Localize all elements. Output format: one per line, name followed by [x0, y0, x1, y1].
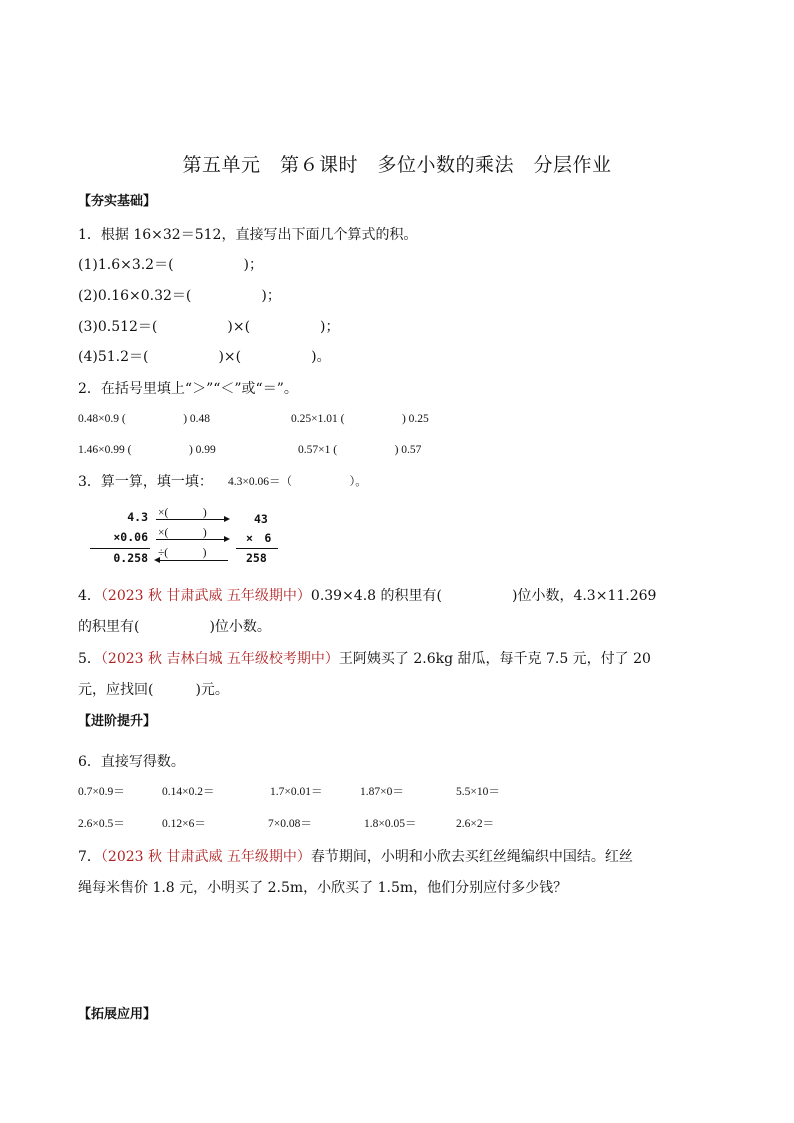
q1-item-3: (3)0.512＝( )×( )；: [78, 319, 340, 335]
right-top-number: 43: [254, 512, 268, 526]
q1-item-2: (2)0.16×0.32＝( )；: [78, 288, 281, 304]
q6-r1-c2: 0.14×0.2＝: [162, 786, 215, 798]
section-basic: 【夯实基础】: [78, 194, 157, 209]
q4-line1: [78, 585, 656, 605]
q7-line2: 绳每米售价 1.8 元，小明买了 2.5m，小欣买了 1.5m，他们分别应付多少钱？: [78, 880, 568, 896]
q1-item-1: (1)1.6×3.2＝( )；: [78, 257, 264, 273]
q4-text1: 0.39×4.8 的积里有( )位小数，4.3×11.269: [310, 588, 657, 604]
q3-expression: 4.3×0.06＝（ ）。: [228, 476, 367, 488]
section-extend: 【拓展应用】: [78, 1007, 157, 1022]
q6-r1-c3: 1.7×0.01＝: [270, 786, 323, 798]
right-mid-number: × 6: [246, 531, 272, 545]
q6-r2-c4: 1.8×0.05＝: [364, 818, 417, 830]
arrow2-line: [156, 539, 228, 540]
arrow-left-icon: [154, 557, 160, 563]
q4-number: 4．: [78, 588, 101, 604]
q2-item-2: 0.25×1.01 ( ) 0.25: [291, 413, 429, 425]
q3-stem: 3．算一算，填一填：: [78, 474, 213, 490]
section-advanced: 【进阶提升】: [78, 714, 157, 729]
q2-item-4: 0.57×1 ( ) 0.57: [298, 444, 422, 456]
arrow1-line: [156, 519, 228, 520]
q7-text1: 春节期间，小明和小欣去买红丝绳编织中国结。红丝: [310, 849, 633, 865]
right-divider: [236, 548, 278, 549]
q7-number: 7．: [78, 849, 101, 865]
q1-stem: 1．根据 16×32＝512，直接写出下面几个算式的积。: [78, 227, 418, 243]
right-bottom-number: 258: [246, 551, 267, 565]
left-mid-number: ×0.06: [113, 530, 148, 544]
q7-line1: [78, 846, 633, 866]
q7-source: （2023 秋 甘肃武威 五年级期中）: [100, 849, 311, 865]
q6-r1-c5: 5.5×10＝: [456, 786, 500, 798]
q2-stem: 2．在括号里填上“＞”“＜”或“＝”。: [78, 381, 298, 397]
q5-number: 5．: [78, 651, 101, 667]
q5-source: （2023 秋 吉林白城 五年级校考期中）: [100, 651, 339, 667]
q1-item-4: (4)51.2＝( )×( )。: [78, 349, 331, 365]
q6-r2-c5: 2.6×2＝: [456, 818, 495, 830]
q4-line2: 的积里有( )位小数。: [78, 619, 271, 635]
arrow3-line: [156, 560, 228, 561]
left-bottom-number: 0.258: [113, 551, 148, 565]
left-top-number: 4.3: [127, 510, 148, 524]
arrow3-label: ÷( ): [158, 547, 207, 559]
left-divider: [90, 548, 150, 549]
arrow2-label: ×( ): [158, 527, 207, 539]
q6-r2-c1: 2.6×0.5＝: [78, 818, 125, 830]
q4-source: （2023 秋 甘肃武威 五年级期中）: [100, 588, 311, 604]
q3-vertical-diagram: [88, 506, 288, 570]
q6-r1-c1: 0.7×0.9＝: [78, 786, 125, 798]
arrow1-label: ×( ): [158, 507, 207, 519]
arrow-right-icon: [224, 536, 230, 542]
q5-text1: 王阿姨买了 2.6kg 甜瓜，每千克 7.5 元，付了 20: [338, 651, 651, 667]
q6-r1-c4: 1.87×0＝: [360, 786, 404, 798]
q6-stem: 6．直接写得数。: [78, 754, 185, 770]
q2-item-3: 1.46×0.99 ( ) 0.99: [78, 444, 216, 456]
q6-r2-c3: 7×0.08＝: [268, 818, 312, 830]
q2-item-1: 0.48×0.9 ( ) 0.48: [78, 413, 211, 425]
page-title: 第五单元 第６课时 多位小数的乘法 分层作业: [182, 154, 612, 176]
q5-line2: 元，应找回( )元。: [78, 682, 229, 698]
arrow-right-icon: [224, 516, 230, 522]
q5-line1: [78, 648, 651, 668]
q6-r2-c2: 0.12×6＝: [162, 818, 206, 830]
